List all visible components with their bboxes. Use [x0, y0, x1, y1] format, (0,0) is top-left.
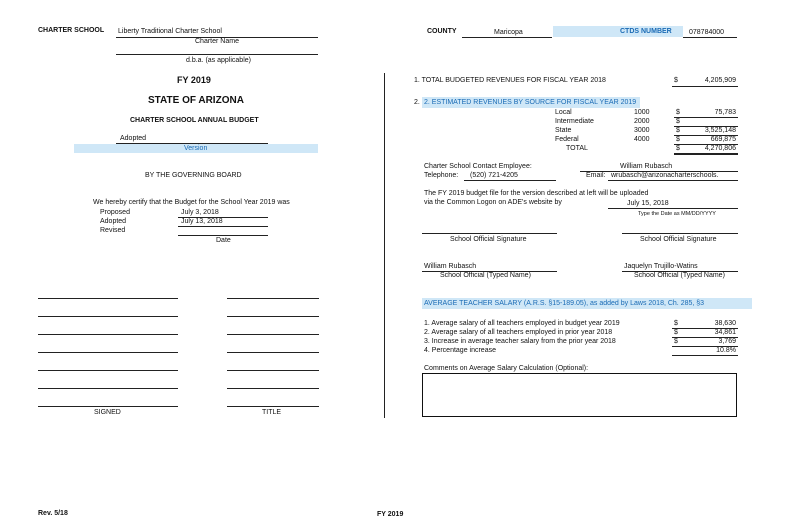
revised-date-line: [178, 235, 268, 236]
source-code: 3000: [634, 127, 650, 134]
signed-line-6: [38, 388, 178, 389]
source-currency: $: [676, 109, 680, 116]
contact-value: William Rubasch: [620, 163, 673, 170]
signed-line-3: [38, 334, 178, 335]
total-budgeted-label: 1. TOTAL BUDGETED REVENUES FOR FISCAL YEAR 2018: [414, 77, 606, 84]
source-total-label: TOTAL: [566, 145, 588, 152]
signature-caption-left: School Official Signature: [450, 236, 527, 243]
adopted-version-value: Adopted: [120, 135, 147, 142]
source-currency: $: [676, 118, 680, 125]
certify-text: We hereby certify that the Budget for the School Year 2019 was: [93, 199, 290, 206]
county-line: [462, 37, 552, 38]
revised-label: Revised: [100, 227, 126, 234]
governing-board-text: BY THE GOVERNING BOARD: [145, 172, 242, 179]
signed-line-4: [38, 352, 178, 353]
source-total-value: 4,270,806: [704, 145, 736, 152]
official-left-name: William Rubasch: [424, 263, 477, 270]
source-code: 4000: [634, 136, 650, 143]
signed-caption: SIGNED: [94, 409, 121, 416]
fiscal-year-heading: FY 2019: [177, 75, 211, 85]
total-budgeted-currency: $: [674, 77, 678, 84]
fiscal-year-footer: FY 2019: [377, 511, 404, 518]
signature-line-left: [422, 233, 557, 234]
source-code: 1000: [634, 109, 650, 116]
typed-caption-left: School Official (Typed Name): [440, 272, 531, 279]
adopted-date: July 13, 2018: [181, 218, 223, 225]
budget-title: CHARTER SCHOOL ANNUAL BUDGET: [130, 117, 259, 124]
dba-line: [116, 54, 318, 55]
source-name: Intermediate: [555, 118, 594, 125]
salary-row-value: 38,630: [714, 320, 736, 327]
total-budgeted-value: 4,205,909: [704, 77, 736, 84]
title-line-6: [227, 388, 319, 389]
source-currency: $: [676, 136, 680, 143]
charter-school-label: CHARTER SCHOOL: [38, 27, 105, 34]
signature-line-right: [622, 233, 738, 234]
salary-row-currency: $: [674, 338, 678, 345]
comments-label: Comments on Average Salary Calculation (Optional):: [424, 365, 589, 372]
upload-date: July 15, 2018: [627, 200, 669, 207]
email-line: [608, 180, 738, 181]
county-value: Maricopa: [494, 29, 523, 36]
ctds-value: 078784000: [689, 29, 725, 36]
charter-name-caption: Charter Name: [195, 38, 239, 45]
proposed-label: Proposed: [100, 209, 130, 216]
date-caption: Date: [216, 237, 231, 244]
avg-salary-heading: [424, 300, 704, 307]
salary-row-label: 3. Increase in average teacher salary from the prior year 2018: [424, 338, 616, 345]
center-divider: [384, 73, 385, 418]
source-name: State: [555, 127, 572, 134]
dba-caption: d.b.a. (as applicable): [186, 57, 251, 64]
salary-row-label: 2. Average salary of all teachers employed in prior year 2018: [424, 329, 613, 336]
salary-row-label: 4. Percentage increase: [424, 347, 496, 354]
title-line-5: [227, 370, 319, 371]
state-heading: STATE OF ARIZONA: [148, 95, 244, 106]
email-value: wrubasch@arizonacharterschools.: [611, 172, 719, 179]
title-caption: TITLE: [262, 409, 282, 416]
source-currency: $: [676, 127, 680, 134]
comments-box[interactable]: [422, 373, 737, 417]
upload-date-caption: Type the Date as MM/DD/YYYY: [638, 211, 716, 217]
salary-row-value: 3,769: [718, 338, 736, 345]
source-name: Local: [555, 109, 572, 116]
source-value: 669,875: [710, 136, 736, 143]
official-right-name: Jaquelyn Trujillo-Watins: [624, 263, 698, 270]
proposed-date: July 3, 2018: [181, 209, 219, 216]
title-line-4: [227, 352, 319, 353]
avg-salary-heading-main: AVERAGE TEACHER SALARY: [424, 300, 522, 307]
avg-salary-heading-citation: (A.R.S. §15-189.05), as added by Laws 2018, Ch. 285, §3: [523, 300, 705, 307]
salary-row-currency: $: [674, 329, 678, 336]
adopted-date-line: [178, 226, 268, 227]
upload-text-1: The FY 2019 budget file for the version described at left will be uploaded: [424, 190, 649, 197]
version-caption: Version: [184, 145, 208, 152]
salary-row-value: 34,861: [714, 329, 736, 336]
email-label: Email:: [586, 172, 606, 179]
contact-label: Charter School Contact Employee:: [424, 163, 532, 170]
county-label: COUNTY: [427, 28, 457, 35]
source-name: Federal: [555, 136, 579, 143]
salary-row-line: [672, 355, 738, 356]
signature-caption-right: School Official Signature: [640, 236, 717, 243]
total-budgeted-line: [672, 86, 738, 87]
ctds-line: [683, 37, 737, 38]
upload-date-line: [608, 208, 738, 209]
source-value: 3,525,148: [704, 127, 736, 134]
salary-row-currency: $: [674, 320, 678, 327]
title-line-7: [227, 406, 319, 407]
telephone-line: [464, 180, 556, 181]
source-code: 2000: [634, 118, 650, 125]
source-line: [674, 117, 738, 118]
source-total-line: [674, 153, 738, 155]
signed-line-7: [38, 406, 178, 407]
estimated-label: 2. ESTIMATED REVENUES BY SOURCE FOR FISCAL YEAR 2019: [424, 99, 637, 106]
salary-row-label: 1. Average salary of all teachers employed in budget year 2019: [424, 320, 620, 327]
ctds-label: CTDS NUMBER: [620, 28, 672, 35]
revision-footer: Rev. 5/18: [38, 510, 68, 517]
title-line-3: [227, 334, 319, 335]
source-total-currency: $: [676, 145, 680, 152]
upload-text-2: via the Common Logon on ADE's website by: [424, 199, 562, 206]
signed-line-2: [38, 316, 178, 317]
telephone-value: (520) 721-4205: [470, 172, 518, 179]
adopted-row-label: Adopted: [100, 218, 127, 225]
estimated-number: 2.: [414, 99, 420, 106]
telephone-label: Telephone:: [424, 172, 459, 179]
source-value: 75,783: [714, 109, 736, 116]
typed-caption-right: School Official (Typed Name): [634, 272, 725, 279]
signed-line-1: [38, 298, 178, 299]
salary-row-value: 10.8%: [716, 347, 736, 354]
title-line-1: [227, 298, 319, 299]
title-line-2: [227, 316, 319, 317]
charter-name-value: Liberty Traditional Charter School: [118, 28, 222, 35]
signed-line-5: [38, 370, 178, 371]
